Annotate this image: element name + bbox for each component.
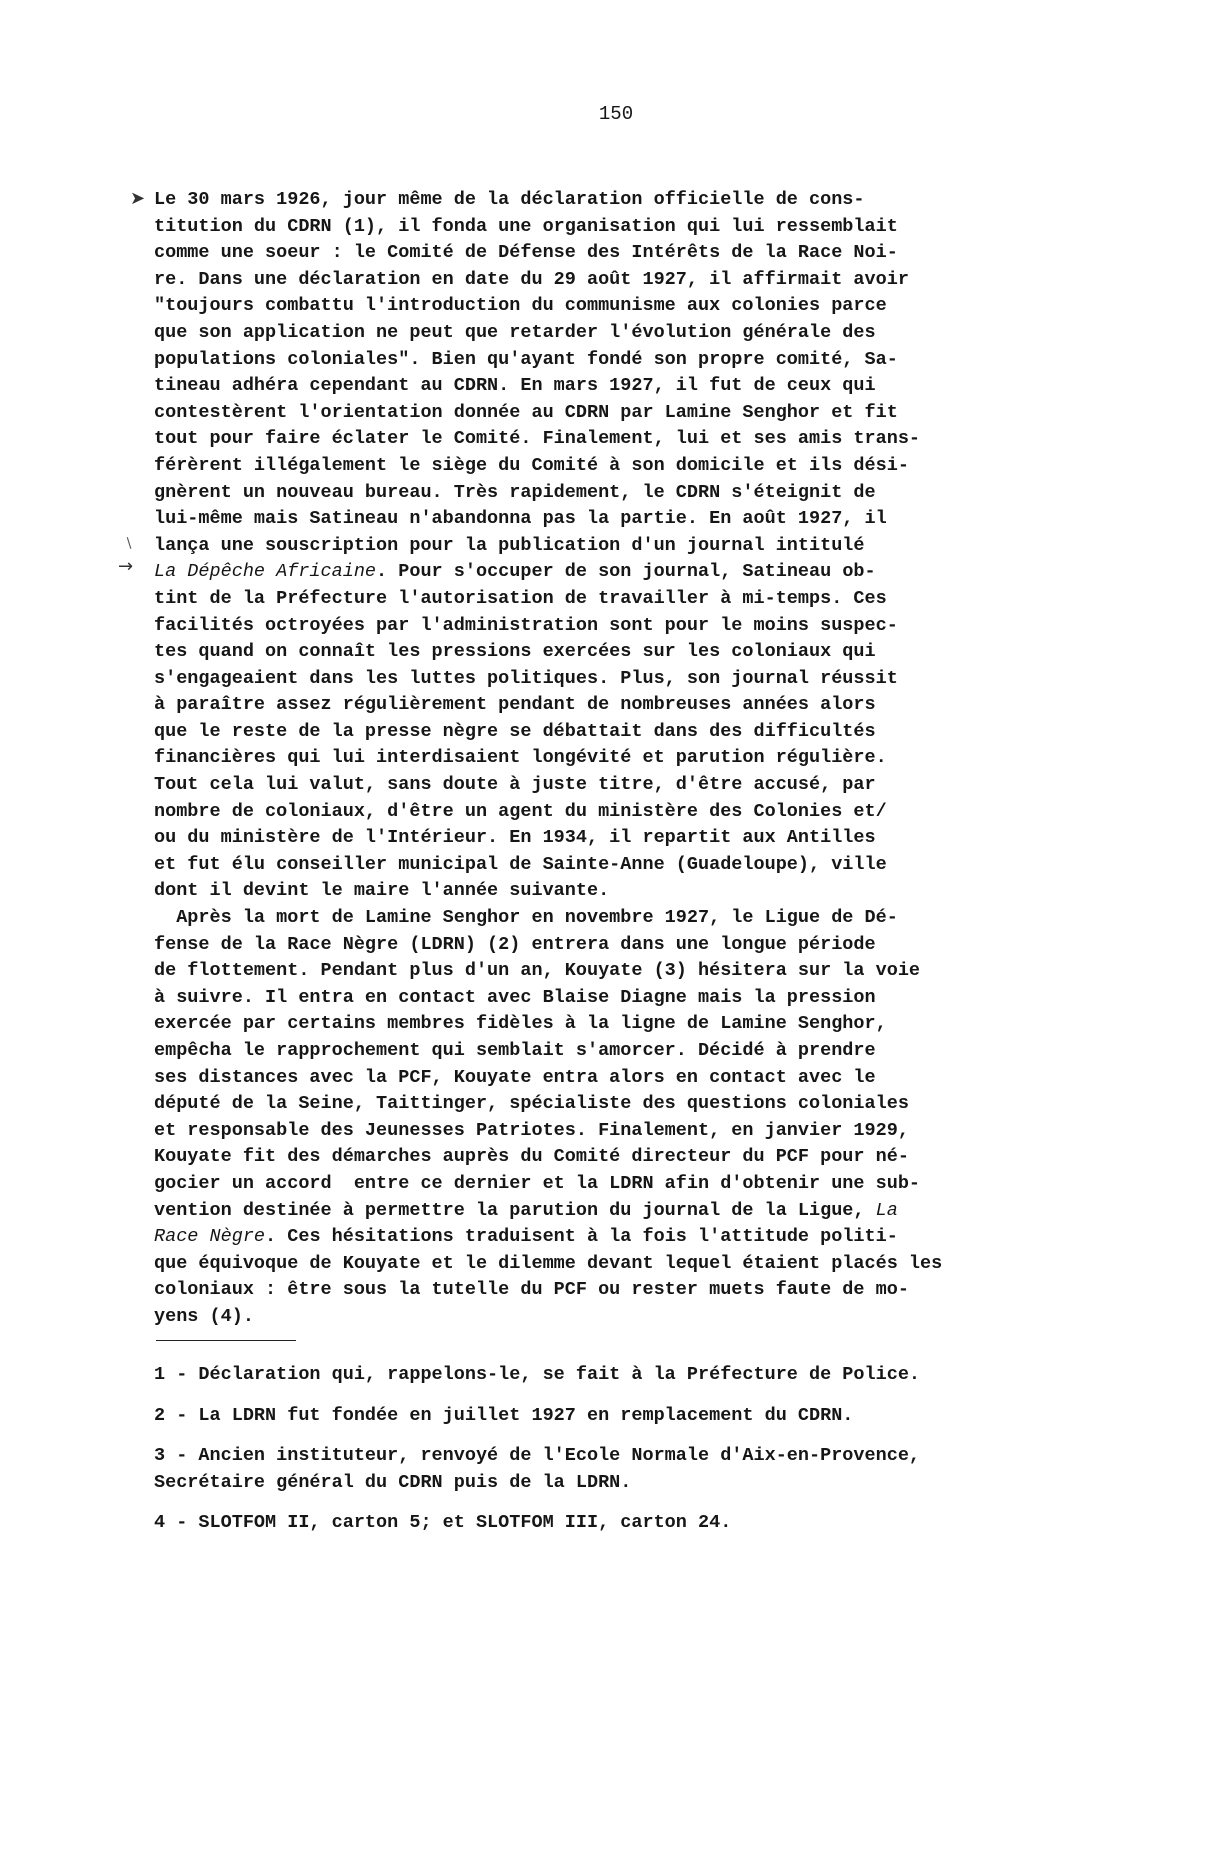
body-text bbox=[154, 187, 1060, 1331]
text-line: lui-même mais Satineau n'abandonna pas la partie. En août 1927, il bbox=[154, 508, 887, 530]
margin-arrow-icon: ➤ bbox=[130, 188, 146, 209]
text-line: fense de la Race Nègre (LDRN) (2) entrera dans une longue période bbox=[154, 933, 876, 955]
text-line: contestèrent l'orientation donnée au CDRN par Lamine Senghor et fit bbox=[154, 401, 898, 423]
text-line: Kouyate fit des démarches auprès du Comité directeur du PCF pour né- bbox=[154, 1146, 909, 1168]
text-line: titution du CDRN (1), il fonda une organisation qui lui ressemblait bbox=[154, 215, 898, 237]
text-line: facilités octroyées par l'administration sont pour le moins suspec- bbox=[154, 614, 898, 636]
footnote-line: 3 - Ancien instituteur, renvoyé de l'Ecole Normale d'Aix-en-Provence, bbox=[154, 1445, 921, 1467]
text-line: dont il devint le maire l'année suivante. bbox=[154, 880, 610, 902]
text-line: s'engageaient dans les luttes politiques. Plus, son journal réussit bbox=[154, 667, 898, 689]
page-number: 150 bbox=[598, 103, 634, 125]
text-line: ou du ministère de l'Intérieur. En 1934, il repartit aux Antilles bbox=[154, 827, 876, 849]
paragraph bbox=[154, 187, 1060, 905]
footnote bbox=[154, 1510, 1074, 1537]
text-line: à suivre. Il entra en contact avec Blaise Diagne mais la pression bbox=[154, 986, 876, 1008]
text-line: Après la mort de Lamine Senghor en novembre 1927, le Ligue de Dé- bbox=[154, 907, 898, 929]
text-line: yens (4). bbox=[154, 1305, 254, 1327]
text-line: gocier un accord entre ce dernier et la LDRN afin d'obtenir une sub- bbox=[154, 1172, 921, 1194]
footnote bbox=[154, 1443, 1074, 1496]
text-line: lança une souscription pour la publication d'un journal intitulé bbox=[154, 534, 865, 556]
footnote-line: 1 - Déclaration qui, rappelons-le, se fait à la Préfecture de Police. bbox=[154, 1364, 921, 1385]
text-line: à paraître assez régulièrement pendant de nombreuses années alors bbox=[154, 694, 876, 716]
text-line: et fut élu conseiller municipal de Sainte-Anne (Guadeloupe), ville bbox=[154, 853, 887, 875]
footnotes bbox=[154, 1362, 1074, 1551]
text-line: et responsable des Jeunesses Patriotes. Finalement, en janvier 1929, bbox=[154, 1119, 909, 1141]
text-line: "toujours combattu l'introduction du communisme aux colonies parce bbox=[154, 295, 887, 317]
text-line: député de la Seine, Taittinger, spécialiste des questions coloniales bbox=[154, 1093, 909, 1115]
text-line: Tout cela lui valut, sans doute à juste titre, d'être accusé, par bbox=[154, 774, 876, 796]
text-line: de flottement. Pendant plus d'un an, Kouyate (3) hésitera sur la voie bbox=[154, 960, 921, 982]
footnote-line: Secrétaire général du CDRN puis de la LDRN. bbox=[154, 1471, 632, 1493]
text-line: empêcha le rapprochement qui semblait s'amorcer. Décidé à prendre bbox=[154, 1040, 876, 1061]
margin-tick-mark: ∖ bbox=[124, 536, 133, 552]
text-line: tineau adhéra cependant au CDRN. En mars 1927, il fut de ceux qui bbox=[154, 375, 876, 397]
text-line: vention destinée à permettre la parution du journal de la Ligue, La bbox=[154, 1199, 898, 1221]
footnote bbox=[154, 1403, 1074, 1430]
footnote bbox=[154, 1362, 1074, 1389]
text-line: tes quand on connaît les pressions exercées sur les coloniaux qui bbox=[154, 641, 876, 663]
text-line: Le 30 mars 1926, jour même de la déclaration officielle de cons- bbox=[154, 189, 865, 210]
text-line: exercée par certains membres fidèles à la ligne de Lamine Senghor, bbox=[154, 1013, 887, 1035]
text-line: re. Dans une déclaration en date du 29 août 1927, il affirmait avoir bbox=[154, 268, 909, 290]
text-line: férèrent illégalement le siège du Comité à son domicile et ils dési- bbox=[154, 454, 909, 476]
text-line: que son application ne peut que retarder l'évolution générale des bbox=[154, 321, 876, 343]
text-line: tout pour faire éclater le Comité. Finalement, lui et ses amis trans- bbox=[154, 428, 921, 450]
text-line: coloniaux : être sous la tutelle du PCF ou rester muets faute de mo- bbox=[154, 1279, 909, 1301]
text-line: ses distances avec la PCF, Kouyate entra alors en contact avec le bbox=[154, 1066, 876, 1088]
text-line: que équivoque de Kouyate et le dilemme devant lequel étaient placés les bbox=[154, 1252, 943, 1274]
text-line: La Dépêche Africaine. Pour s'occuper de son journal, Satineau ob- bbox=[154, 561, 876, 583]
paragraph bbox=[154, 905, 1060, 1331]
footnote-line: 2 - La LDRN fut fondée en juillet 1927 en remplacement du CDRN. bbox=[154, 1404, 854, 1426]
text-line: nombre de coloniaux, d'être un agent du ministère des Colonies et/ bbox=[154, 800, 887, 822]
footnote-line: 4 - SLOTFOM II, carton 5; et SLOTFOM III, carton 24. bbox=[154, 1512, 732, 1534]
text-line: que le reste de la presse nègre se débattait dans des difficultés bbox=[154, 720, 876, 742]
text-line: populations coloniales". Bien qu'ayant fondé son propre comité, Sa- bbox=[154, 348, 898, 370]
text-line: gnèrent un nouveau bureau. Très rapidement, le CDRN s'éteignit de bbox=[154, 481, 876, 503]
text-line: financières qui lui interdisaient longévité et parution régulière. bbox=[154, 747, 887, 769]
text-line: tint de la Préfecture l'autorisation de travailler à mi-temps. Ces bbox=[154, 587, 887, 609]
margin-arrow-icon: → bbox=[118, 556, 134, 577]
text-line: comme une soeur : le Comité de Défense des Intérêts de la Race Noi- bbox=[154, 242, 898, 264]
text-line: Race Nègre. Ces hésitations traduisent à la fois l'attitude politi- bbox=[154, 1226, 898, 1248]
footnote-divider bbox=[156, 1340, 296, 1341]
